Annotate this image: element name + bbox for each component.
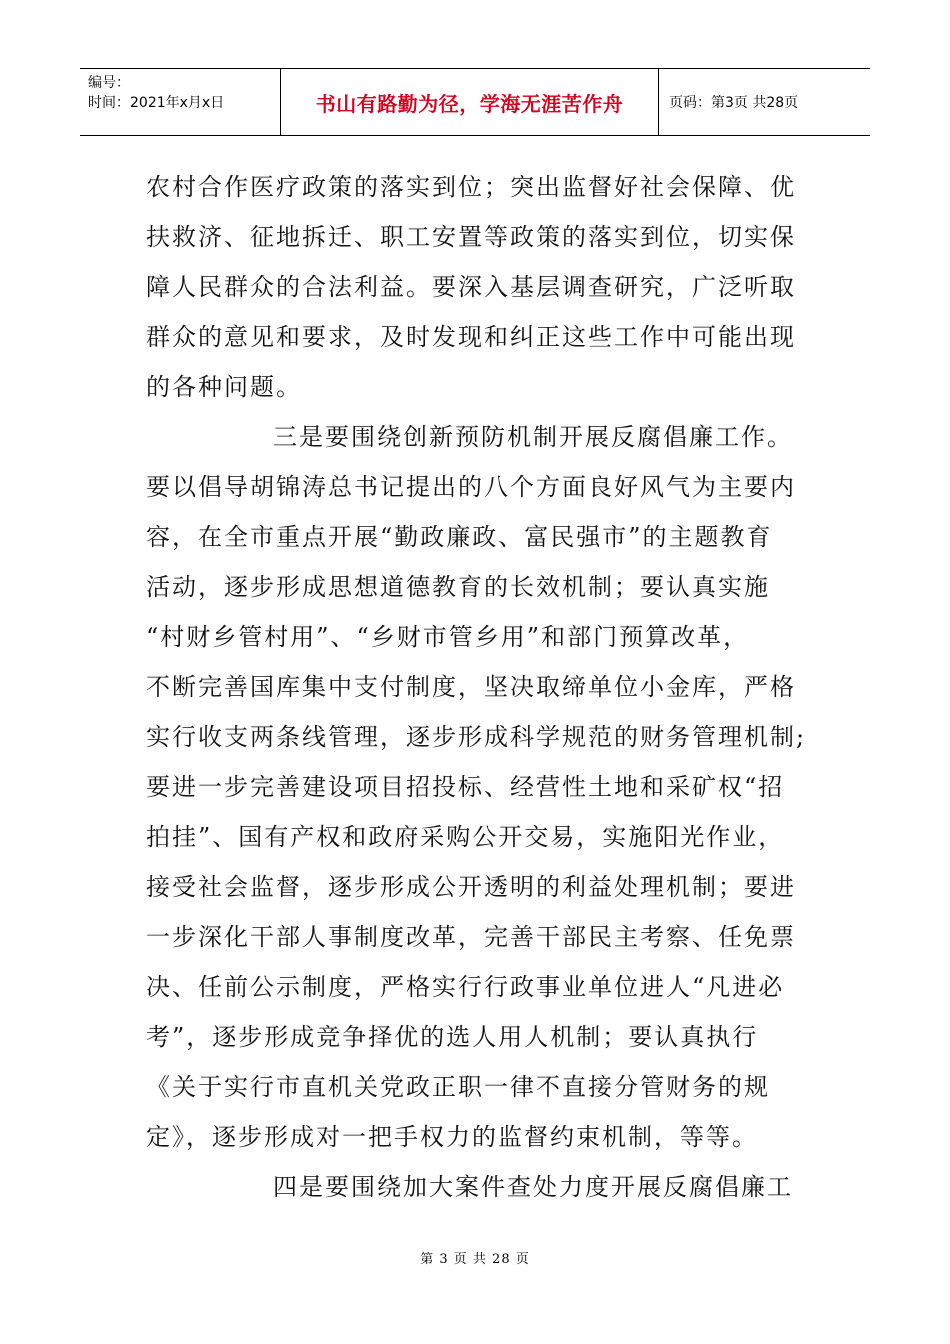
body-line: 活动，逐步形成思想道德教育的长效机制；要认真实施 <box>146 573 770 601</box>
body-line: 农村合作医疗政策的落实到位；突出监督好社会保障、优 <box>146 173 796 201</box>
paragraph-heading: 四是要围绕加大案件查处力度开展反腐倡廉工 <box>273 1173 793 1201</box>
page-footer: 第 3 页 共 28 页 <box>420 1252 530 1267</box>
body-line: 障人民群众的合法利益。要深入基层调查研究，广泛听取 <box>146 273 796 301</box>
document-header <box>80 68 870 136</box>
body-line: 考”，逐步形成竞争择优的选人用人机制；要认真执行 <box>146 1023 759 1051</box>
body-line: 要以倡导胡锦涛总书记提出的八个方面良好风气为主要内 <box>146 473 796 501</box>
body-line: 扶救济、征地拆迁、职工安置等政策的落实到位，切实保 <box>146 223 796 251</box>
body-line: 《关于实行市直机关党政正职一律不直接分管财务的规 <box>146 1073 770 1101</box>
body-line: “村财乡管村用”、“乡财市管乡用”和部门预算改革， <box>146 623 750 651</box>
body-line: 一步深化干部人事制度改革，完善干部民主考察、任免票 <box>146 923 796 951</box>
header-page-info: 页码：第3页 共28页 <box>669 95 799 111</box>
time-label: 时间：2021年x月x日 <box>88 95 225 111</box>
body-line: 拍挂”、国有产权和政府采购公开交易，实施阳光作业， <box>146 823 785 851</box>
number-label: 编号： <box>88 75 130 91</box>
body-line: 的各种问题。 <box>146 373 302 401</box>
header-motto: 书山有路勤为径，学海无涯苦作舟 <box>281 69 659 135</box>
body-line: 群众的意见和要求，及时发现和纠正这些工作中可能出现 <box>146 323 796 351</box>
body-line: 实行收支两条线管理，逐步形成科学规范的财务管理机制; <box>146 723 807 751</box>
body-line: 接受社会监督，逐步形成公开透明的利益处理机制；要进 <box>146 873 796 901</box>
body-line: 容，在全市重点开展“勤政廉政、富民强市”的主题教育 <box>146 523 773 551</box>
body-line: 决、任前公示制度，严格实行行政事业单位进人“凡进必 <box>146 973 785 1001</box>
document-body <box>146 162 807 1212</box>
body-line: 定》，逐步形成对一把手权力的监督约束机制，等等。 <box>146 1123 758 1151</box>
body-line: 要进一步完善建设项目招投标、经营性土地和采矿权“招 <box>146 773 785 801</box>
header-meta <box>80 69 281 135</box>
paragraph-heading: 三是要围绕创新预防机制开展反腐倡廉工作。 <box>273 423 793 451</box>
body-line: 不断完善国库集中支付制度，坚决取缔单位小金库，严格 <box>146 673 796 701</box>
